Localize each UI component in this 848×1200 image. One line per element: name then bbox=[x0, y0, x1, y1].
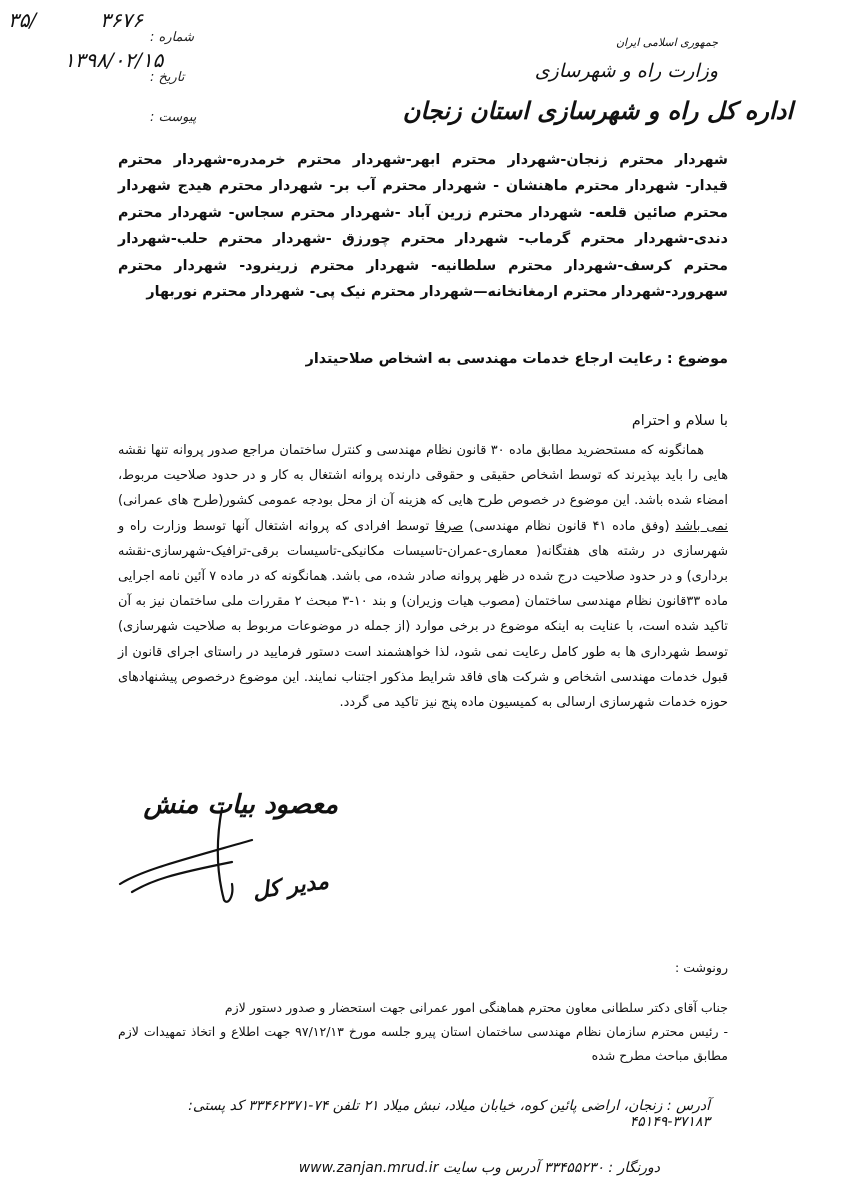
footer-fax-website: دورنگار : ۳۳۴۵۵۲۳۰ آدرس وب سایت www.zanjan.mrud.ir bbox=[298, 1160, 660, 1176]
letter-subject: موضوع : رعایت ارجاع خدمات مهندسی به اشخاص صلاحیتدار bbox=[305, 351, 728, 367]
letter-number-value: ۳۶۷۶ bbox=[100, 8, 143, 32]
copies-list bbox=[118, 996, 728, 1068]
signatory-title: مدیر کل bbox=[250, 868, 330, 905]
attachment-label: پیوست : bbox=[150, 110, 197, 125]
letterhead-ministry: وزارت راه و شهرسازی bbox=[534, 60, 718, 82]
copy-recipient-1: جناب آقای دکتر سلطانی معاون محترم هماهنگی امور عمرانی جهت استحضار و صدور دستور لازم bbox=[224, 1000, 728, 1015]
corner-number: ۳۵/ bbox=[8, 8, 37, 32]
letter-date-value: ۱۳۹۸/۰۲/۱۵ bbox=[64, 48, 164, 72]
body-part-2: (وفق ماده ۴۱ قانون نظام مهندسی) bbox=[463, 518, 676, 534]
letter-date-label: تاریخ : bbox=[150, 70, 185, 85]
copy-recipient-2: - رئیس محترم سازمان نظام مهندسی ساختمان استان پیرو جلسه مورخ ۹۷/۱۲/۱۳ جهت اطلاع و اتخاذ تمهیدات لازم مطابق مباحث مطرح شده bbox=[118, 1024, 728, 1063]
signature-mark bbox=[112, 800, 262, 910]
letter-number-label: شماره : bbox=[150, 30, 194, 45]
copies-label: رونوشت : bbox=[675, 960, 728, 975]
body-part-3: توسط افرادی که پروانه اشتغال آنها توسط وزارت راه و شهرسازی در رشته های هفتگانه( معماری-عمران-تاسیسات مکانیکی-تاسیسات برقی-ترافیک-شهرسازی-نقشه برداری) و در حدود صلاحیت درج شده در ظهر پروانه صادر شده، می باشد. همانگونه که در ماده ۷ آئین نامه اجرایی ماده ۳۳قانون نظام مهندسی ساختمان (مصوب هیات وزیران) و بند ۱۰-۳ مبحث ۲ مقررات ملی ساختمان نیز به آن تاکید شده است، با عنایت به اینکه موضوع در برخی موارد (از جمله در موضوعات مربوط به صلاحیت شهرسازی) توسط شهرداری ها به طور کامل رعایت نمی شود، لذا خواهشمند است دستور فرمایید در راستای اجرای قانون از قبول خدمات مهندسی اشخاص و شرکت های فاقد شرایط مذکور اجتناب نمایند. این موضوع درخصوص پیشنهادهای حوزه خدمات شهرسازی ارسالی به کمیسیون ماده پنج نیز تاکید می گردد. bbox=[118, 518, 729, 711]
letterhead-republic: جمهوری اسلامی ایران bbox=[615, 36, 718, 49]
letter-body bbox=[118, 438, 728, 715]
body-underlined-2: صرفا bbox=[435, 518, 464, 534]
signatory-name: معصود بیات منش bbox=[143, 790, 338, 820]
footer-address: آدرس : زنجان، اراضی پائین کوه، خیابان میلاد، نبش میلاد ۲۱ تلفن ۷۴-۳۳۴۶۲۳۷۱ کد پستی: ۳۷۱۸۳-۴۵۱۴۹ bbox=[188, 1098, 710, 1130]
body-underlined-1: نمی باشد bbox=[675, 518, 728, 534]
body-part-1: همانگونه که مستحضرید مطابق ماده ۳۰ قانون نظام مهندسی و کنترل ساختمان مراجع صدور پروانه تنها نقشه هایی را باید بپذیرند که توسط اشخاص حقیقی و حقوقی دارنده پروانه اشتغال به کار و در حدود صلاحیت مربوط، امضاء شده باشد. این موضوع در خصوص طرح هایی که هزینه آن از محل بودجه عمومی کشور(طرح های عمرانی) bbox=[118, 443, 728, 509]
salutation: با سلام و احترام bbox=[631, 413, 728, 429]
addressee-list: شهردار محترم زنجان-شهردار محترم ابهر-شهردار محترم خرمدره-شهردار محترم قیدار- شهردار محترم ماهنشان - شهردار محترم آب بر- شهردار محترم هیدج شهردار محترم صائین قلعه- شهردار محترم زرین آباد -شهردار محترم سجاس- شهردار محترم دندی-شهردار محترم گرماب- شهردار محترم چورزق -شهردار محترم حلب-شهردار محترم کرسف-شهردار محترم سلطانیه- شهردار محترم زرینرود- شهردار محترم سهرورد-شهردار محترم ارمغانخانه—شهردار محترم نیک پی- شهردار محترم نوربهار bbox=[118, 152, 728, 301]
letterhead-office: اداره کل راه و شهرسازی استان زنجان bbox=[402, 96, 793, 125]
